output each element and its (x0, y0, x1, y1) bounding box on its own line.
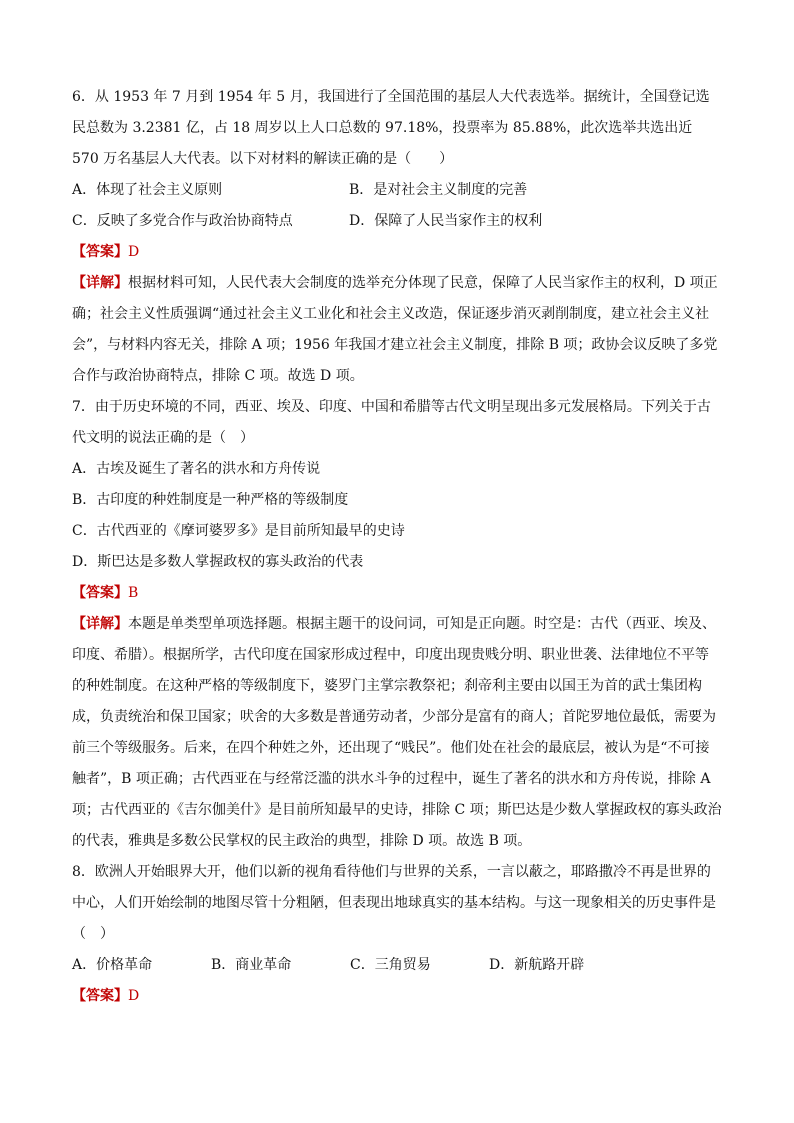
question-6-option-a: A．体现了社会主义原则 (72, 182, 223, 198)
question-7-detail (72, 609, 722, 857)
question-8-stem: 8．欧洲人开始眼界大开，他们以新的视角看待他们与世界的关系，一言以蔽之，耶路撒冷不再是世界的中心，人们开始绘制的地图尽管十分粗陋，但表现出地球真实的基本结构。与这一现象相关的历史事件是（ ） (72, 864, 716, 942)
question-8-answer (72, 981, 722, 1012)
question-8-options-row (72, 950, 722, 981)
question-7-option-c: C．古代西亚的《摩诃婆罗多》是目前所知最早的史诗 (72, 523, 405, 539)
question-8-option-d: D．新航路开辟 (489, 957, 585, 973)
question-6-option-d: D．保障了人民当家作主的权利 (349, 213, 543, 229)
answer-tag: 【答案】 (72, 988, 128, 1004)
question-6-option-c: C．反映了多党合作与政治协商特点 (72, 213, 293, 229)
detail-text: 根据材料可知，人民代表大会制度的选举充分体现了民意，保障了人民当家作主的权利，D 项正确；社会主义性质强调“通过社会主义工业化和社会主义改造，保证逐步消灭剥削制度，建立社会主义社会”，与材料内容无关，排除 A 项；1956 年我国才建立社会主义制度，排除 B 项；政协会议反映了多党合作与政治协商特点，排除 C 项。故选 D 项。 (72, 275, 718, 384)
answer-value: D (128, 988, 140, 1004)
answer-value: B (128, 585, 139, 601)
question-6-option-b: B．是对社会主义制度的完善 (349, 182, 528, 198)
question-7-option-a: A．古埃及诞生了著名的洪水和方舟传说 (72, 461, 321, 477)
detail-tag: 【详解】 (72, 275, 128, 291)
question-7-stem: 7．由于历史环境的不同，西亚、埃及、印度、中国和希腊等古代文明呈现出多元发展格局。下列关于古代文明的说法正确的是（ ） (72, 399, 711, 446)
question-7-option-b: B．古印度的种姓制度是一种严格的等级制度 (72, 492, 349, 508)
question-7-answer (72, 578, 722, 609)
question-6-stem: 6．从 1953 年 7 月到 1954 年 5 月，我国进行了全国范围的基层人大代表选举。据统计，全国登记选民总数为 3.2381 亿，占 18 周岁以上人口总数的 97.18%，投票率为 85.88%，此次选举共选出近 570 万名基层人大代表。以下对材料的解读正确的是（ ） (72, 89, 710, 167)
question-content (72, 82, 722, 1012)
question-6-answer (72, 237, 722, 268)
question-6-options-row-1 (72, 175, 722, 206)
detail-text: 本题是单类型单项选择题。根据主题干的设问词，可知是正向题。时空是：古代（西亚、埃及、印度、希腊）。根据所学，古代印度在国家形成过程中，印度出现贵贱分明、职业世袭、法律地位不平等的种姓制度。在这种严格的等级制度下，婆罗门主掌宗教祭祀；刹帝利主要由以国王为首的武士集团构成，负责统治和保卫国家；吠舍的大多数是普通劳动者，少部分是富有的商人；首陀罗地位最低，需要为前三个等级服务。后来，在四个种姓之外，还出现了“贱民”。他们处在社会的最底层，被认为是“不可接触者”，B 项正确；古代西亚在与经常泛滥的洪水斗争的过程中，诞生了著名的洪水和方舟传说，排除 A 项；古代西亚的《吉尔伽美什》是目前所知最早的史诗，排除 C 项；斯巴达是少数人掌握政权的寡头政治的代表，雅典是多数公民掌权的民主政治的典型，排除 D 项。故选 B 项。 (72, 616, 722, 849)
question-6-options-row-2 (72, 206, 722, 237)
answer-tag: 【答案】 (72, 585, 128, 601)
answer-value: D (128, 244, 140, 260)
detail-tag: 【详解】 (72, 616, 128, 632)
question-8-option-b: B．商业革命 (211, 957, 292, 973)
question-7-option-d: D．斯巴达是多数人掌握政权的寡头政治的代表 (72, 554, 364, 570)
question-6-detail (72, 268, 722, 392)
question-8-option-c: C．三角贸易 (350, 957, 431, 973)
answer-tag: 【答案】 (72, 244, 128, 260)
question-8-option-a: A．价格革命 (72, 957, 153, 973)
